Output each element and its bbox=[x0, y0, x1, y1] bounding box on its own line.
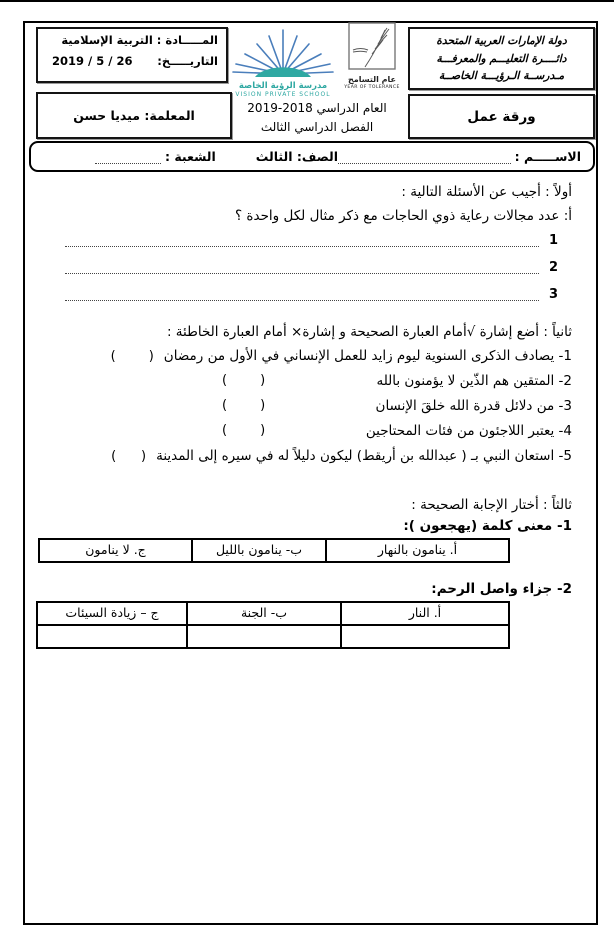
country-line-1: دولة الإمارات العربية المتحدة bbox=[436, 34, 567, 48]
choice-c[interactable]: ج – زيادة السيئات bbox=[37, 602, 187, 625]
empty-cell[interactable] bbox=[341, 625, 509, 648]
answer-line-1 bbox=[40, 227, 572, 254]
true-false-item-3 bbox=[40, 397, 572, 422]
date-value: 26 / 5 / 2019 bbox=[52, 54, 133, 68]
answer-line-number: 3 bbox=[548, 287, 558, 303]
answer-slot[interactable]: ( ) bbox=[111, 448, 147, 464]
teacher-name: المعلمة: ميديا حسن bbox=[73, 108, 195, 123]
page-top-rule bbox=[0, 0, 614, 2]
teacher-box bbox=[36, 92, 232, 139]
answer-slot[interactable]: ( ) bbox=[222, 397, 266, 413]
country-box bbox=[408, 27, 595, 90]
answer-slot[interactable]: ( ) bbox=[222, 422, 266, 438]
statement-text: 5- استعان النبي بـ ( عبدالله بن أريقط) ليكون دليلاً له في سيره إلى المدينة bbox=[156, 447, 572, 464]
choice-a[interactable]: أ. ينامون بالنهار bbox=[326, 539, 509, 562]
answer-slot[interactable]: ( ) bbox=[222, 372, 266, 388]
true-false-item-4 bbox=[40, 422, 572, 447]
answer-line-number: 1 bbox=[548, 233, 558, 249]
answer-fill-line[interactable] bbox=[65, 244, 539, 247]
worksheet-body bbox=[40, 183, 572, 649]
worksheet-title-box bbox=[408, 94, 595, 139]
academic-term: الفصل الدراسي الثالث bbox=[260, 119, 374, 134]
answer-fill-line[interactable] bbox=[65, 298, 539, 301]
statement-text: 3- من دلائل قدرة الله خلقَ الإنسان bbox=[375, 397, 572, 414]
section3-title: ثالثاً : أختار الإجابة الصحيحة : bbox=[411, 496, 572, 513]
choice-a[interactable]: أ. النار bbox=[341, 602, 509, 625]
mcq1-label: 1- معنى كلمة (يهجعون ): bbox=[403, 517, 572, 534]
section1-question: أ: عدد مجالات رعاية ذوي الحاجات مع ذكر مثال لكل واحدة ؟ bbox=[234, 208, 572, 225]
statement-text: 2- المتقين هم الذّين لا يؤمنون بالله bbox=[376, 372, 572, 389]
table-row bbox=[39, 539, 509, 562]
tolerance-caption-english: YEAR OF TOLERANCE bbox=[344, 84, 400, 90]
subject-label: المـــــادة : التربية الإسلامية bbox=[61, 33, 218, 47]
school-name-english: VISION PRIVATE SCHOOL bbox=[235, 91, 331, 99]
empty-cell[interactable] bbox=[187, 625, 341, 648]
school-name-arabic: مدرسة الرؤية الخاصة bbox=[238, 81, 328, 91]
country-line-3: مـدرســة الـرؤيـــة الخاصــة bbox=[438, 69, 565, 83]
worksheet-title: ورقة عمل bbox=[467, 108, 536, 125]
choice-b[interactable]: ب- الجنة bbox=[187, 602, 341, 625]
student-info-row bbox=[29, 141, 595, 172]
class-label: الصف: الثالث bbox=[255, 149, 339, 164]
dome-shape bbox=[255, 67, 311, 77]
sunburst-icon bbox=[231, 28, 335, 78]
statement-text: 4- يعتبر اللاجئون من فئات المحتاجين bbox=[365, 422, 572, 439]
section2-title: ثانياً : أضع إشارة √أمام العبارة الصحيحة و إشارة× أمام العبارة الخاطئة : bbox=[166, 324, 572, 341]
table-row bbox=[37, 602, 509, 625]
true-false-item-2 bbox=[40, 372, 572, 397]
answer-slot[interactable]: ( ) bbox=[110, 348, 154, 364]
choice-b[interactable]: ب- ينامون بالليل bbox=[192, 539, 326, 562]
academic-session bbox=[230, 99, 404, 136]
section-label: الشعبة : bbox=[165, 149, 216, 164]
statement-text: 1- يصادف الذكرى السنوية ليوم زايد للعمل الإنساني في الأول من رمضان bbox=[163, 347, 572, 364]
section-fill-line[interactable] bbox=[95, 161, 161, 164]
true-false-item-1 bbox=[40, 347, 572, 372]
tolerance-caption-arabic: عام التسامح bbox=[348, 75, 396, 84]
ghaf-tree-icon bbox=[345, 22, 399, 72]
answer-line-3 bbox=[40, 281, 572, 308]
name-fill-line[interactable] bbox=[338, 161, 511, 164]
answer-line-number: 2 bbox=[548, 260, 558, 276]
true-false-item-5 bbox=[40, 447, 572, 472]
date-label: التاريـــــخ: bbox=[157, 54, 218, 68]
name-label: الاســـــم : bbox=[514, 149, 581, 164]
academic-year: العام الدراسي 2018-2019 bbox=[247, 101, 387, 115]
school-logo bbox=[228, 28, 338, 99]
mcq1-choices-table bbox=[38, 538, 510, 563]
answer-fill-line[interactable] bbox=[65, 271, 539, 274]
choice-c[interactable]: ج. لا ينامون bbox=[39, 539, 192, 562]
answer-line-2 bbox=[40, 254, 572, 281]
country-line-2: دائــــرة التعليـــم والمعرفـــة bbox=[436, 51, 567, 65]
subject-date-box bbox=[36, 27, 228, 83]
empty-cell[interactable] bbox=[37, 625, 187, 648]
table-row-clipped bbox=[37, 625, 509, 648]
mcq2-label: 2- جزاء واصل الرحم: bbox=[431, 581, 572, 598]
mcq2-choices-table bbox=[36, 601, 510, 649]
section1-title: أولاً : أجيب عن الأسئلة التالية : bbox=[401, 184, 572, 200]
date-row bbox=[42, 54, 220, 68]
year-of-tolerance-logo bbox=[341, 22, 403, 91]
